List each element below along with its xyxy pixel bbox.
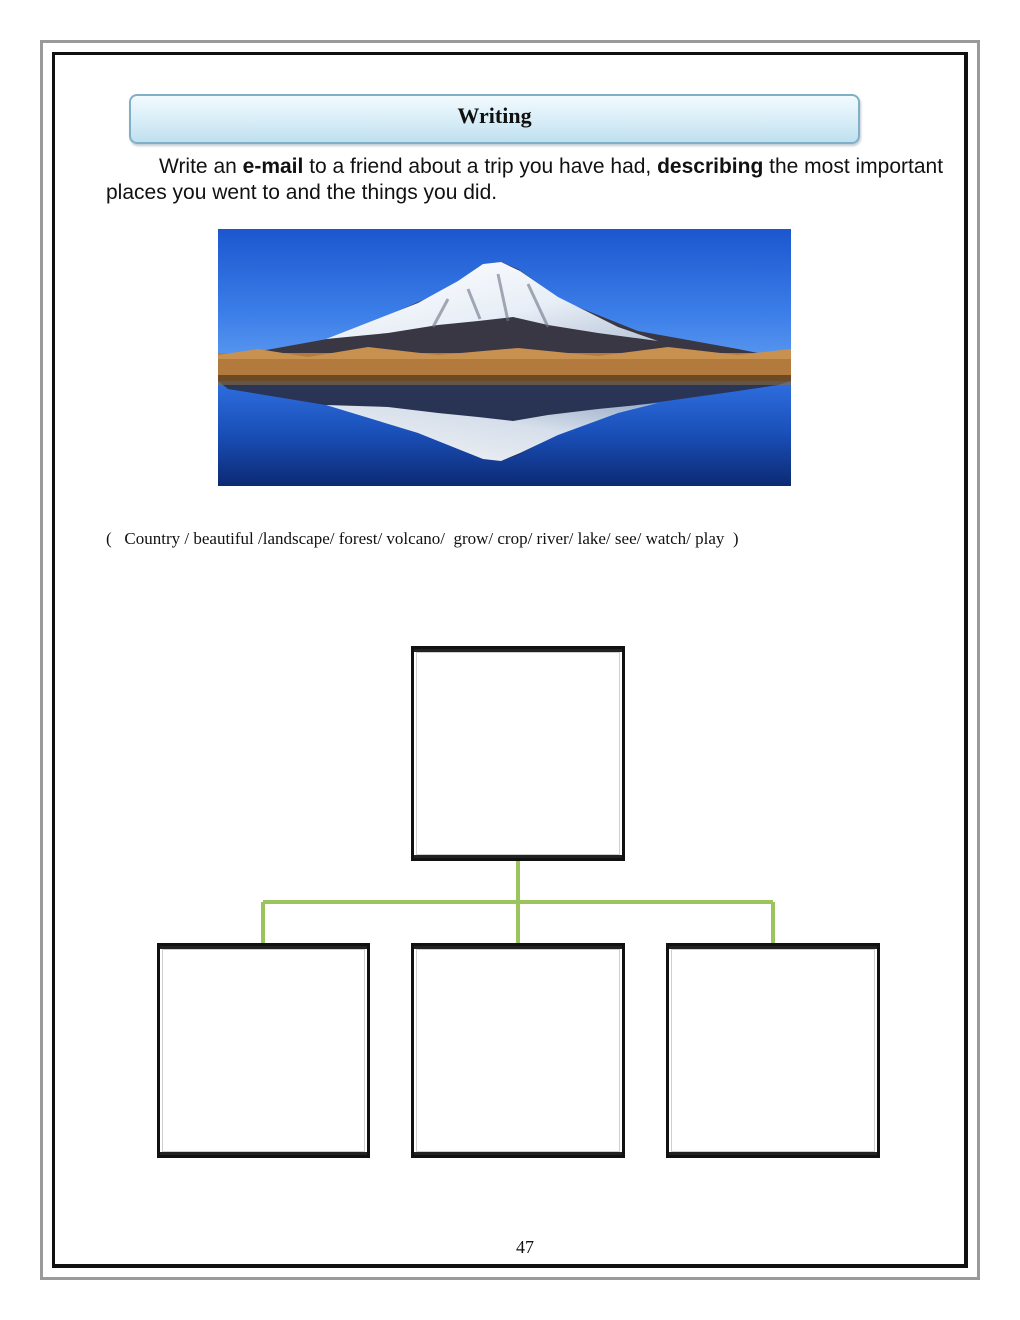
instructions-text-1: Write an — [159, 155, 243, 178]
instructions-bold-email: e-mail — [242, 155, 304, 178]
mind-map-box-center[interactable] — [411, 943, 625, 1158]
mind-map-box-top[interactable] — [411, 646, 625, 861]
instructions-text-3: the most important places you went to and the things you did. — [106, 155, 944, 204]
section-title-banner — [129, 94, 860, 144]
writing-instructions — [106, 154, 946, 206]
instructions-bold-describing: describing — [657, 155, 764, 178]
word-bank: ( Country / beautiful /landscape/ forest/ volcano/ grow/ crop/ river/ lake/ see/ watch/ play ) — [106, 529, 739, 548]
section-title: Writing — [457, 103, 532, 128]
instructions-text-2: to a friend about a trip you have had, — [303, 155, 658, 178]
page-number: 47 — [516, 1237, 534, 1257]
mind-map-box-right[interactable] — [666, 943, 880, 1158]
volcano-lake-photo — [218, 229, 791, 486]
mind-map-box-left[interactable] — [157, 943, 370, 1158]
